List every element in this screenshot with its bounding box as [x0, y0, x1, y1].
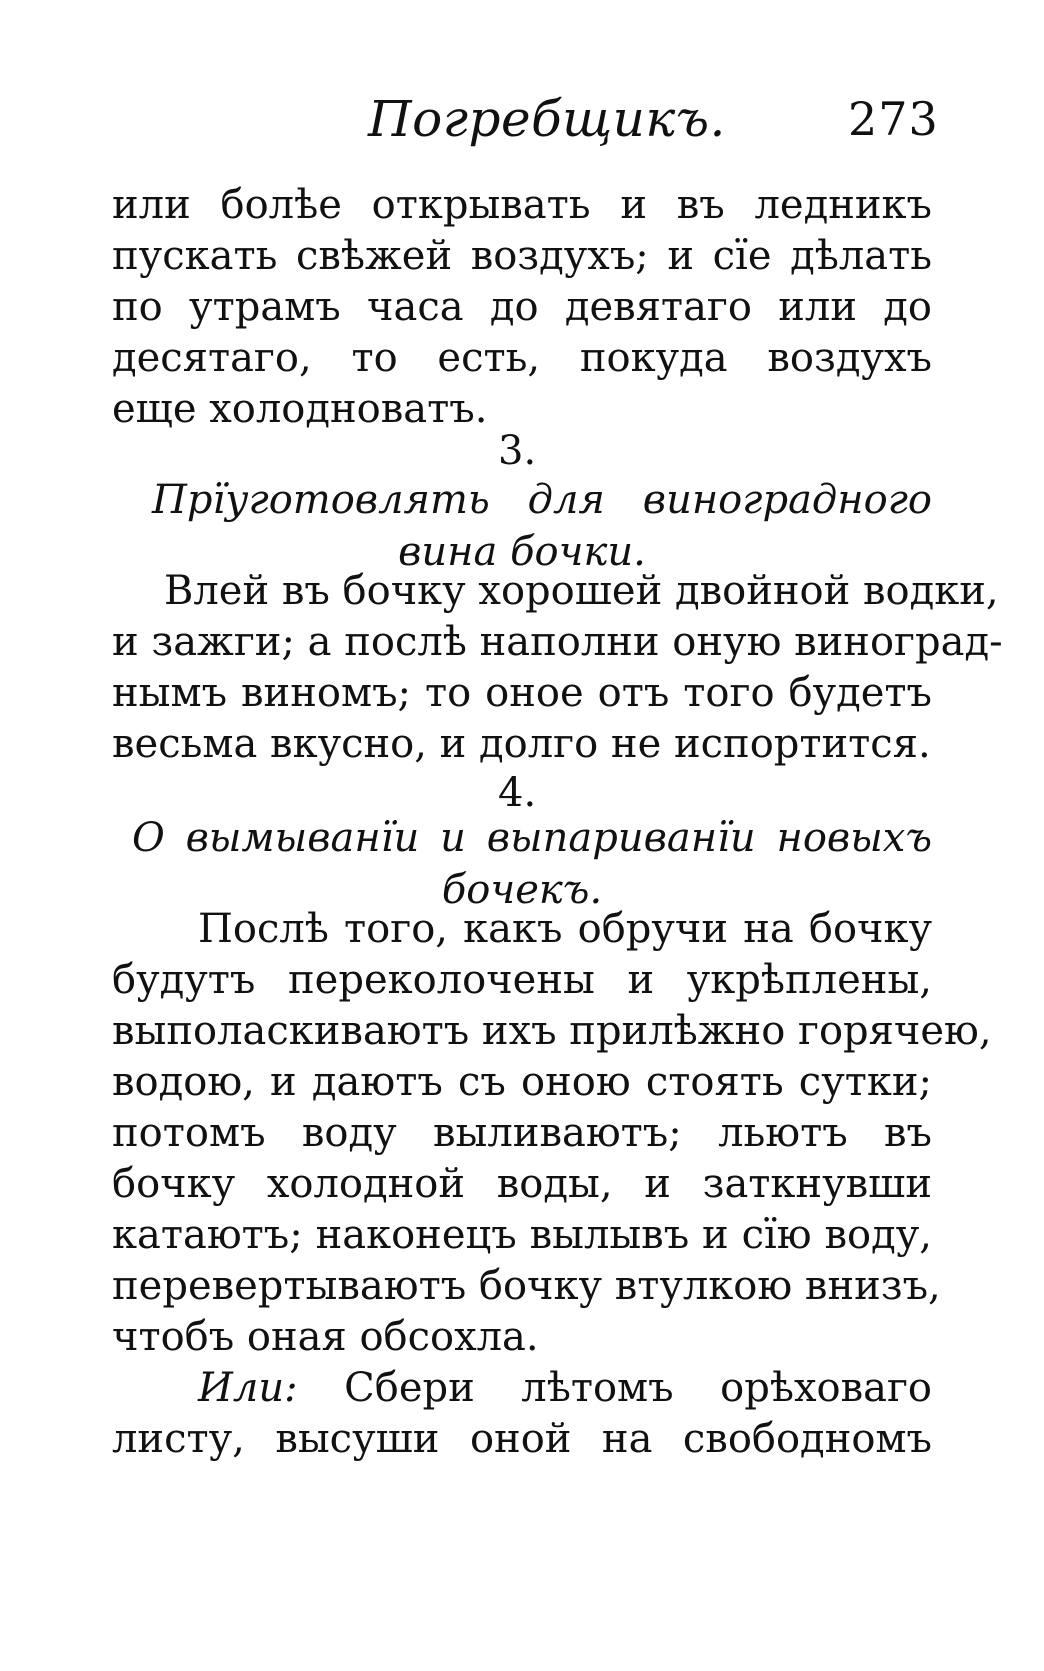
alt-method-text: Сбери лѣтомъ орѣховаго: [344, 1365, 933, 1411]
text-line: нымъ виномъ; то оное отъ того будетъ: [112, 670, 932, 716]
section-3-number: 3.: [498, 428, 537, 474]
text-line: десятаго, то есть, покуда воздухъ: [112, 335, 932, 381]
text-line: еще холодноватъ.: [112, 386, 488, 432]
text-line: Послѣ того, какъ обручи на бочку: [198, 906, 932, 952]
text-line: Влей въ бочку хорошей двойной водки,: [164, 568, 999, 614]
section-3-body: [112, 566, 1003, 770]
text-line: или болѣе открывать и въ ледникъ: [112, 182, 932, 228]
text-line: будутъ переколочены и укрѣплены,: [112, 957, 932, 1003]
text-line: по утрамъ часа до девятаго или до: [112, 284, 932, 330]
heading-line: Прїуготовлять для виноградного: [152, 477, 932, 523]
section-3-heading: [112, 474, 932, 578]
text-line: выполаскиваютъ ихъ прилѣжно горячею,: [112, 1008, 992, 1054]
section-4-number: 4.: [498, 770, 537, 816]
text-line: чтобъ оная обсохла.: [112, 1314, 539, 1360]
text-line: перевертываютъ бочку втулкою внизъ,: [112, 1263, 941, 1309]
section-4-heading: [112, 812, 932, 916]
text-line: и зажги; а послѣ наполни оную виноград-: [112, 619, 1003, 665]
alt-method-lead: Или:: [198, 1365, 298, 1411]
heading-line: О вымыванїи и выпариванїи новыхъ: [132, 815, 932, 861]
text-line: листу, высуши оной на свободномъ: [112, 1416, 932, 1462]
paragraph-1: [112, 180, 932, 435]
heading-line: бочекъ.: [441, 867, 603, 913]
text-line: пускать свѣжей воздухъ; и сїе дѣлать: [112, 233, 932, 279]
text-line: весьма вкусно, и долго не испортится.: [112, 721, 931, 767]
page-number: 273: [848, 92, 939, 146]
text-line: водою, и даютъ съ оною стоять сутки;: [112, 1059, 932, 1105]
text-line: катаютъ; наконецъ вылывъ и сїю воду,: [112, 1212, 932, 1258]
text-line: потомъ воду выливаютъ; льютъ въ: [112, 1110, 932, 1156]
page-header: [0, 90, 1044, 150]
alt-method-line: [112, 1363, 932, 1414]
text-line: бочку холодной воды, и заткнувши: [112, 1161, 932, 1207]
heading-line: вина бочки.: [398, 529, 646, 575]
section-4-body: [112, 904, 992, 1465]
running-title: Погребщикъ.: [368, 90, 726, 148]
